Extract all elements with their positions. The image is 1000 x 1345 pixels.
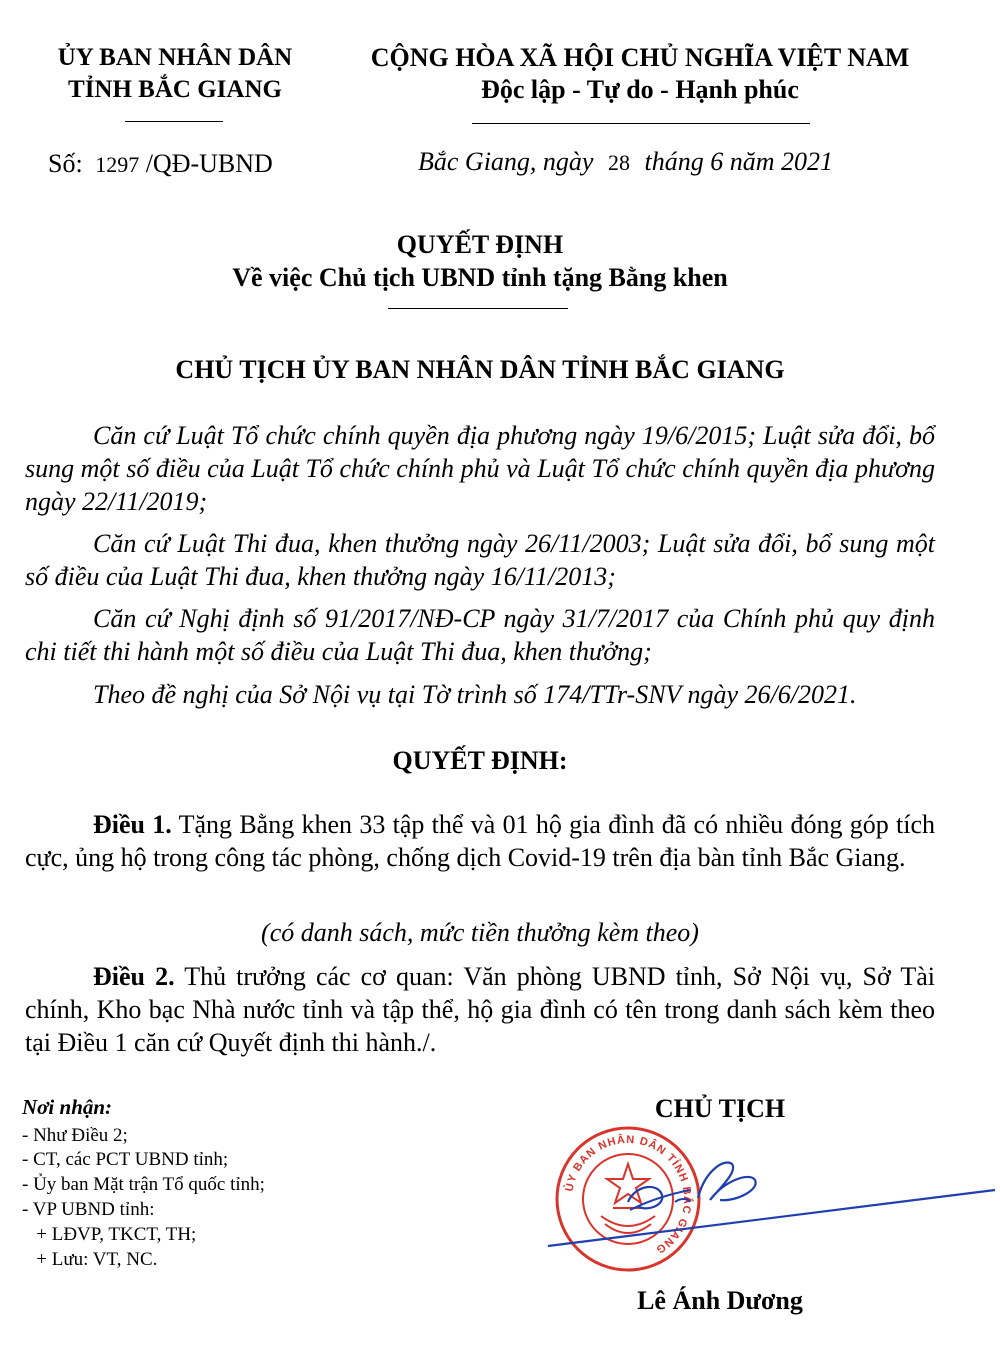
article-2	[25, 960, 935, 1059]
article-1-note: (có danh sách, mức tiền thưởng kèm theo)	[261, 918, 699, 947]
doc-number-suffix: /QĐ-UBND	[145, 149, 273, 178]
signer-position: CHỦ TỊCH	[654, 1094, 786, 1123]
title-underline	[388, 308, 568, 309]
recipient-item: + Lưu: VT, NC.	[22, 1249, 158, 1270]
issue-date	[418, 146, 833, 179]
recipient-item: - Như Điều 2;	[22, 1125, 128, 1146]
motto: Độc lập - Tự do - Hạnh phúc	[481, 75, 799, 104]
date-day: 28	[607, 150, 630, 175]
agency-underline	[125, 121, 223, 122]
legal-basis-2: Căn cứ Luật Thi đua, khen thưởng ngày 26/11/2003; Luật sửa đổi, bổ sung một số điều của Luật Thi đua, khen thưởng ngày 16/11/2013;	[25, 529, 935, 591]
legal-basis-1: Căn cứ Luật Tổ chức chính quyền địa phương ngày 19/6/2015; Luật sửa đổi, bổ sung một số điều của Luật Tổ chức chính phủ và Luật Tổ chức chính quyền địa phương ngày 22/11/2019;	[25, 421, 935, 516]
agency-line-1: ỦY BAN NHÂN DÂN	[57, 44, 293, 71]
country-name: CỘNG HÒA XÃ HỘI CHỦ NGHĨA VIỆT NAM	[370, 43, 910, 72]
legal-basis-4: Theo đề nghị của Sở Nội vụ tại Tờ trình số 174/TTr-SNV ngày 26/6/2021.	[93, 680, 857, 709]
document-number	[48, 148, 273, 181]
title-main: QUYẾT ĐỊNH	[396, 230, 564, 259]
recipient-item: - CT, các PCT UBND tỉnh;	[22, 1149, 229, 1170]
signer-name: Lê Ánh Dương	[637, 1286, 803, 1315]
date-rest: tháng 6 năm 2021	[644, 147, 833, 176]
recipient-item: + LĐVP, TKCT, TH;	[22, 1224, 197, 1245]
article-2-label: Điều 2.	[93, 962, 175, 991]
article-1	[25, 808, 935, 874]
date-place: Bắc Giang, ngày	[418, 147, 594, 176]
doc-number-prefix: Số:	[48, 149, 83, 178]
national-motto	[335, 42, 945, 106]
document-title	[0, 228, 960, 294]
motto-underline	[472, 123, 810, 124]
seal-text: ỦY BAN NHÂN DÂN TỈNH BẮC GIANG	[563, 1133, 694, 1256]
article-1-text: Tặng Bằng khen 33 tập thể và 01 hộ gia đình đã có nhiều đóng góp tích cực, ủng hộ trong công tác phòng, chống dịch Covid-19 trên địa bàn tỉnh Bắc Giang.	[25, 810, 936, 872]
legal-basis-3: Căn cứ Nghị định số 91/2017/NĐ-CP ngày 31/7/2017 của Chính phủ quy định chi tiết thi hành một số điều của Luật Thi đua, khen thưởng;	[25, 604, 935, 666]
article-1-label: Điều 1.	[93, 810, 172, 839]
decide-heading: QUYẾT ĐỊNH:	[392, 746, 568, 775]
article-2-text: Thủ trưởng các cơ quan: Văn phòng UBND tỉnh, Sở Nội vụ, Sở Tài chính, Kho bạc Nhà nước tỉnh và tập thể, hộ gia đình có tên trong danh sách kèm theo tại Điều 1 căn cứ Quyết định thi hành./.	[25, 962, 935, 1057]
authority-heading: CHỦ TỊCH ỦY BAN NHÂN DÂN TỈNH BẮC GIANG	[175, 355, 785, 384]
agency-line-2: TỈNH BẮC GIANG	[68, 76, 282, 103]
recipient-item: - Ủy ban Mặt trận Tổ quốc tỉnh;	[22, 1174, 265, 1195]
handwritten-signature	[540, 1150, 1000, 1260]
title-subject: Về việc Chủ tịch UBND tỉnh tặng Bằng khen	[232, 263, 728, 292]
doc-number-value: 1297	[95, 152, 140, 177]
recipient-item: - VP UBND tỉnh:	[22, 1199, 155, 1220]
recipients-title: Nơi nhận:	[22, 1095, 113, 1119]
issuing-agency	[30, 42, 320, 106]
